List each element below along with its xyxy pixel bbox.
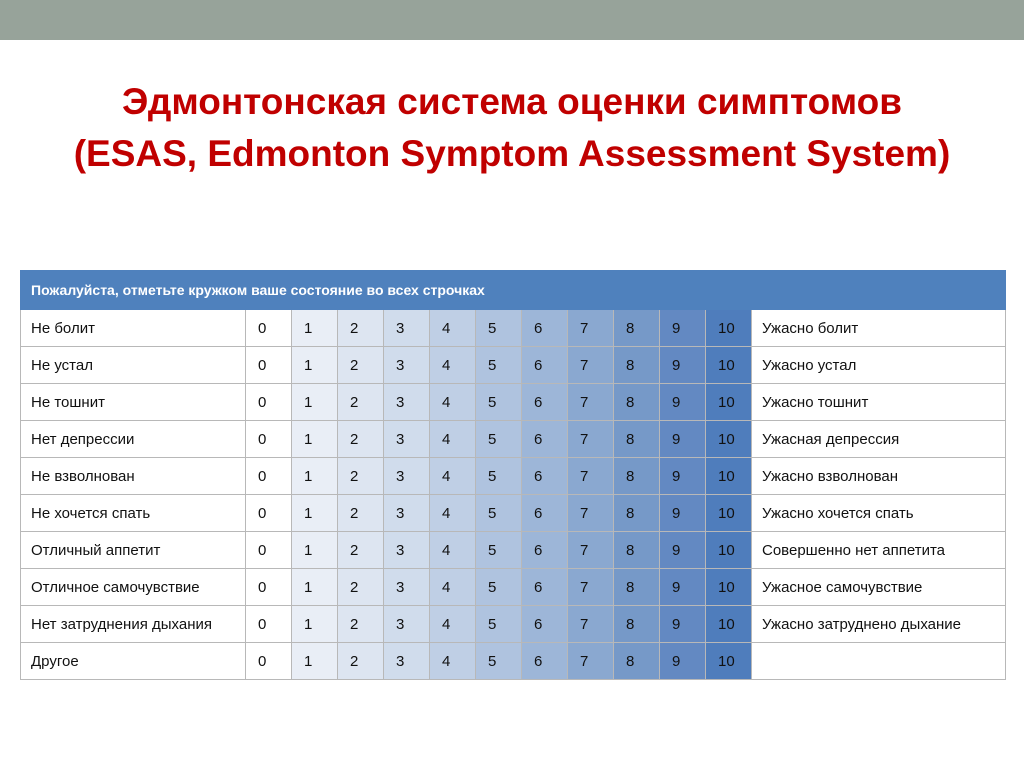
score-cell[interactable]: 4	[430, 532, 476, 569]
score-cell[interactable]: 5	[476, 606, 522, 643]
score-cell[interactable]: 4	[430, 569, 476, 606]
score-cell[interactable]: 1	[292, 310, 338, 347]
score-cell[interactable]: 3	[384, 384, 430, 421]
top-bar	[0, 0, 1024, 40]
score-cell[interactable]: 3	[384, 495, 430, 532]
symptom-absent-label: Нет затруднения дыхания	[21, 606, 246, 643]
score-cell[interactable]: 1	[292, 495, 338, 532]
symptom-absent-label: Не тошнит	[21, 384, 246, 421]
score-cell[interactable]: 2	[338, 606, 384, 643]
score-cell[interactable]: 3	[384, 643, 430, 680]
score-cell[interactable]: 9	[660, 421, 706, 458]
symptom-worst-label: Ужасно взволнован	[752, 458, 1006, 495]
score-cell[interactable]: 0	[246, 458, 292, 495]
table-row	[21, 532, 1006, 569]
score-cell[interactable]: 5	[476, 347, 522, 384]
score-cell[interactable]: 8	[614, 458, 660, 495]
score-cell[interactable]: 4	[430, 347, 476, 384]
score-cell[interactable]: 3	[384, 532, 430, 569]
score-cell[interactable]: 0	[246, 569, 292, 606]
score-cell[interactable]: 5	[476, 643, 522, 680]
table-row	[21, 458, 1006, 495]
score-cell[interactable]: 8	[614, 569, 660, 606]
symptom-absent-label: Не взволнован	[21, 458, 246, 495]
score-cell[interactable]: 0	[246, 421, 292, 458]
score-cell[interactable]: 10	[706, 421, 752, 458]
score-cell[interactable]: 7	[568, 310, 614, 347]
score-cell[interactable]: 0	[246, 606, 292, 643]
symptom-absent-label: Не устал	[21, 347, 246, 384]
table-header: Пожалуйста, отметьте кружком ваше состояние во всех строчках	[21, 271, 1006, 310]
score-cell[interactable]: 1	[292, 384, 338, 421]
symptom-worst-label: Ужасно тошнит	[752, 384, 1006, 421]
score-cell[interactable]: 3	[384, 606, 430, 643]
score-cell[interactable]: 6	[522, 495, 568, 532]
score-cell[interactable]: 4	[430, 606, 476, 643]
table-row	[21, 569, 1006, 606]
score-cell[interactable]: 7	[568, 569, 614, 606]
score-cell[interactable]: 1	[292, 569, 338, 606]
score-cell[interactable]: 9	[660, 310, 706, 347]
score-cell[interactable]: 7	[568, 495, 614, 532]
score-cell[interactable]: 6	[522, 347, 568, 384]
score-cell[interactable]: 3	[384, 310, 430, 347]
score-cell[interactable]: 0	[246, 310, 292, 347]
score-cell[interactable]: 10	[706, 606, 752, 643]
score-cell[interactable]: 3	[384, 458, 430, 495]
score-cell[interactable]: 4	[430, 310, 476, 347]
score-cell[interactable]: 1	[292, 643, 338, 680]
score-cell[interactable]: 9	[660, 347, 706, 384]
symptom-absent-label: Другое	[21, 643, 246, 680]
score-cell[interactable]: 10	[706, 495, 752, 532]
score-cell[interactable]: 4	[430, 421, 476, 458]
symptom-worst-label: Ужасно устал	[752, 347, 1006, 384]
symptom-worst-label: Ужасно болит	[752, 310, 1006, 347]
score-cell[interactable]: 5	[476, 384, 522, 421]
score-cell[interactable]: 8	[614, 606, 660, 643]
score-cell[interactable]: 8	[614, 384, 660, 421]
symptom-worst-label: Ужасно затруднено дыхание	[752, 606, 1006, 643]
score-cell[interactable]: 10	[706, 384, 752, 421]
score-cell[interactable]: 10	[706, 569, 752, 606]
score-cell[interactable]: 10	[706, 532, 752, 569]
symptom-worst-label	[752, 643, 1006, 680]
table-row	[21, 384, 1006, 421]
symptom-absent-label: Не хочется спать	[21, 495, 246, 532]
score-cell[interactable]: 1	[292, 606, 338, 643]
table-row	[21, 347, 1006, 384]
table-row	[21, 310, 1006, 347]
score-cell[interactable]: 7	[568, 643, 614, 680]
score-cell[interactable]: 2	[338, 384, 384, 421]
score-cell[interactable]: 6	[522, 458, 568, 495]
score-cell[interactable]: 3	[384, 347, 430, 384]
score-cell[interactable]: 10	[706, 310, 752, 347]
score-cell[interactable]: 7	[568, 458, 614, 495]
score-cell[interactable]: 8	[614, 495, 660, 532]
score-cell[interactable]: 5	[476, 569, 522, 606]
score-cell[interactable]: 7	[568, 421, 614, 458]
score-cell[interactable]: 2	[338, 421, 384, 458]
score-cell[interactable]: 10	[706, 643, 752, 680]
score-cell[interactable]: 5	[476, 310, 522, 347]
score-cell[interactable]: 10	[706, 347, 752, 384]
score-cell[interactable]: 2	[338, 569, 384, 606]
score-cell[interactable]: 9	[660, 532, 706, 569]
score-cell[interactable]: 10	[706, 458, 752, 495]
score-cell[interactable]: 0	[246, 643, 292, 680]
score-cell[interactable]: 9	[660, 569, 706, 606]
score-cell[interactable]: 7	[568, 384, 614, 421]
symptom-absent-label: Не болит	[21, 310, 246, 347]
score-cell[interactable]: 0	[246, 532, 292, 569]
score-cell[interactable]: 6	[522, 606, 568, 643]
score-cell[interactable]: 2	[338, 347, 384, 384]
score-cell[interactable]: 8	[614, 421, 660, 458]
score-cell[interactable]: 9	[660, 643, 706, 680]
table-row	[21, 606, 1006, 643]
symptom-worst-label: Совершенно нет аппетита	[752, 532, 1006, 569]
score-cell[interactable]: 2	[338, 532, 384, 569]
score-cell[interactable]: 6	[522, 310, 568, 347]
score-cell[interactable]: 9	[660, 606, 706, 643]
score-cell[interactable]: 5	[476, 458, 522, 495]
score-cell[interactable]: 7	[568, 532, 614, 569]
symptom-worst-label: Ужасная депрессия	[752, 421, 1006, 458]
score-cell[interactable]: 2	[338, 310, 384, 347]
score-cell[interactable]: 2	[338, 458, 384, 495]
score-cell[interactable]: 1	[292, 532, 338, 569]
score-cell[interactable]: 2	[338, 643, 384, 680]
score-cell[interactable]: 8	[614, 347, 660, 384]
score-cell[interactable]: 7	[568, 606, 614, 643]
symptom-absent-label: Нет депрессии	[21, 421, 246, 458]
score-cell[interactable]: 9	[660, 458, 706, 495]
table-row	[21, 643, 1006, 680]
score-cell[interactable]: 1	[292, 458, 338, 495]
symptom-worst-label: Ужасное самочувствие	[752, 569, 1006, 606]
table-row	[21, 495, 1006, 532]
esas-table	[20, 270, 1006, 680]
slide-title: Эдмонтонская система оценки симптомов (ESAS, Edmonton Symptom Assessment System)	[73, 81, 951, 174]
score-cell[interactable]: 9	[660, 384, 706, 421]
score-cell[interactable]: 0	[246, 495, 292, 532]
score-cell[interactable]: 3	[384, 421, 430, 458]
score-cell[interactable]: 6	[522, 421, 568, 458]
score-cell[interactable]: 4	[430, 643, 476, 680]
symptom-absent-label: Отличный аппетит	[21, 532, 246, 569]
score-cell[interactable]: 4	[430, 458, 476, 495]
score-cell[interactable]: 0	[246, 347, 292, 384]
score-cell[interactable]: 7	[568, 347, 614, 384]
score-cell[interactable]: 5	[476, 421, 522, 458]
table-row	[21, 421, 1006, 458]
score-cell[interactable]: 4	[430, 495, 476, 532]
score-cell[interactable]: 6	[522, 643, 568, 680]
score-cell[interactable]: 5	[476, 495, 522, 532]
score-cell[interactable]: 1	[292, 347, 338, 384]
score-cell[interactable]: 6	[522, 384, 568, 421]
score-cell[interactable]: 2	[338, 495, 384, 532]
score-cell[interactable]: 5	[476, 532, 522, 569]
score-cell[interactable]: 8	[614, 310, 660, 347]
symptom-worst-label: Ужасно хочется спать	[752, 495, 1006, 532]
score-cell[interactable]: 8	[614, 532, 660, 569]
score-cell[interactable]: 6	[522, 569, 568, 606]
score-cell[interactable]: 6	[522, 532, 568, 569]
score-cell[interactable]: 3	[384, 569, 430, 606]
symptom-absent-label: Отличное самочувствие	[21, 569, 246, 606]
score-cell[interactable]: 4	[430, 384, 476, 421]
score-cell[interactable]: 8	[614, 643, 660, 680]
score-cell[interactable]: 1	[292, 421, 338, 458]
score-cell[interactable]: 0	[246, 384, 292, 421]
score-cell[interactable]: 9	[660, 495, 706, 532]
